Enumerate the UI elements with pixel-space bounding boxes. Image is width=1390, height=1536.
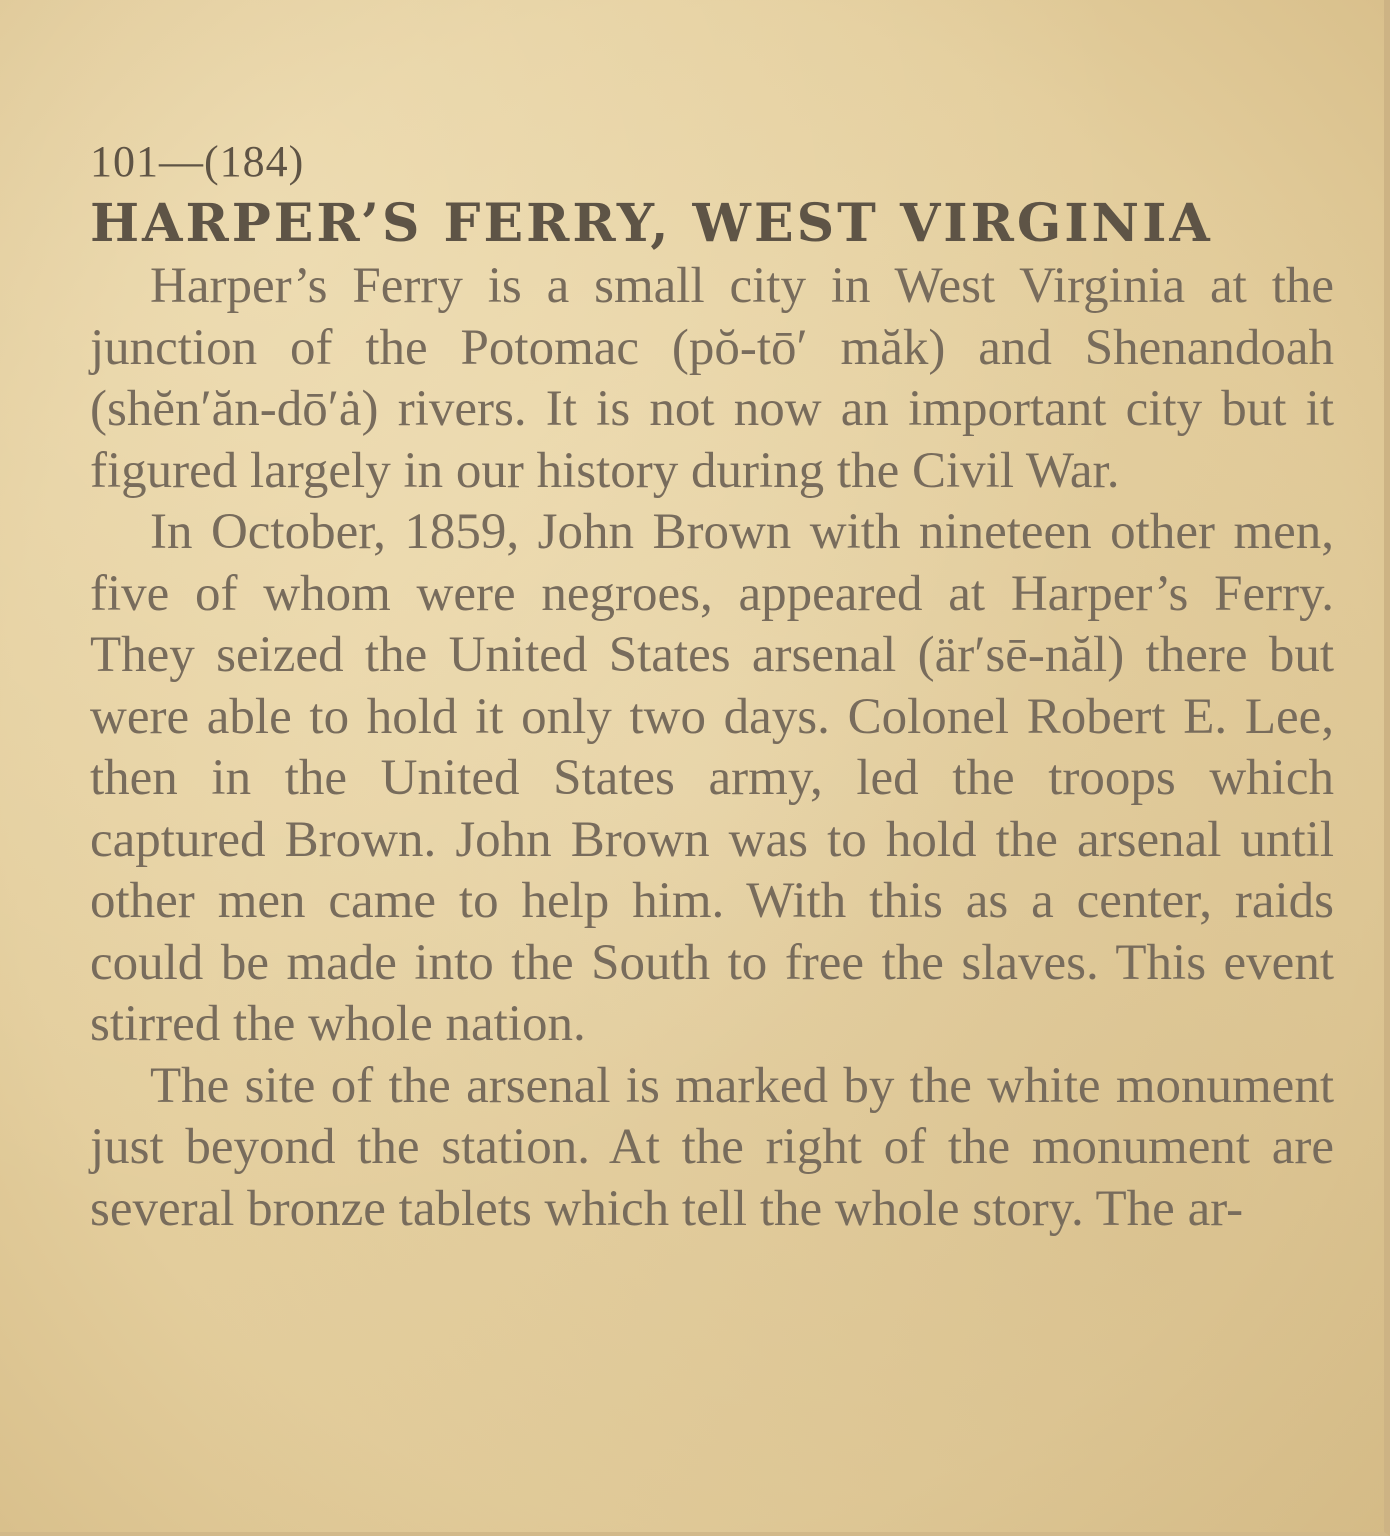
card-text xyxy=(90,130,1334,1240)
card-number: 101—(184) xyxy=(90,137,305,186)
paragraph-intro: Harper’s Ferry is a small city in West Virginia at the junction of the Potomac (pŏ-tō′ măk) and Shenandoah (shĕn′ăn-dō′ȧ) rivers. It is not now an important city but it figured largely in our history during the Civil War. xyxy=(90,258,1334,499)
paragraph-monument: The site of the arsenal is marked by the white monument just beyond the station. At the right of the monument are several bronze tablets which tell the whole story. The ar- xyxy=(90,1057,1334,1237)
paragraph-john-brown: In October, 1859, John Brown with nineteen other men, five of whom were negroes, appeared at Harper’s Ferry. They seized the United States arsenal (är′sē-năl) there but were able to hold it only two days. Colonel Robert E. Lee, then in the United States army, led the troops which captured Brown. John Brown was to hold the arsenal until other men came to help him. With this as a center, raids could be made into the South to free the slaves. This event stirred the whole nation. xyxy=(90,504,1334,1052)
card-title: HARPER’S FERRY, WEST VIRGINIA xyxy=(90,193,1213,254)
